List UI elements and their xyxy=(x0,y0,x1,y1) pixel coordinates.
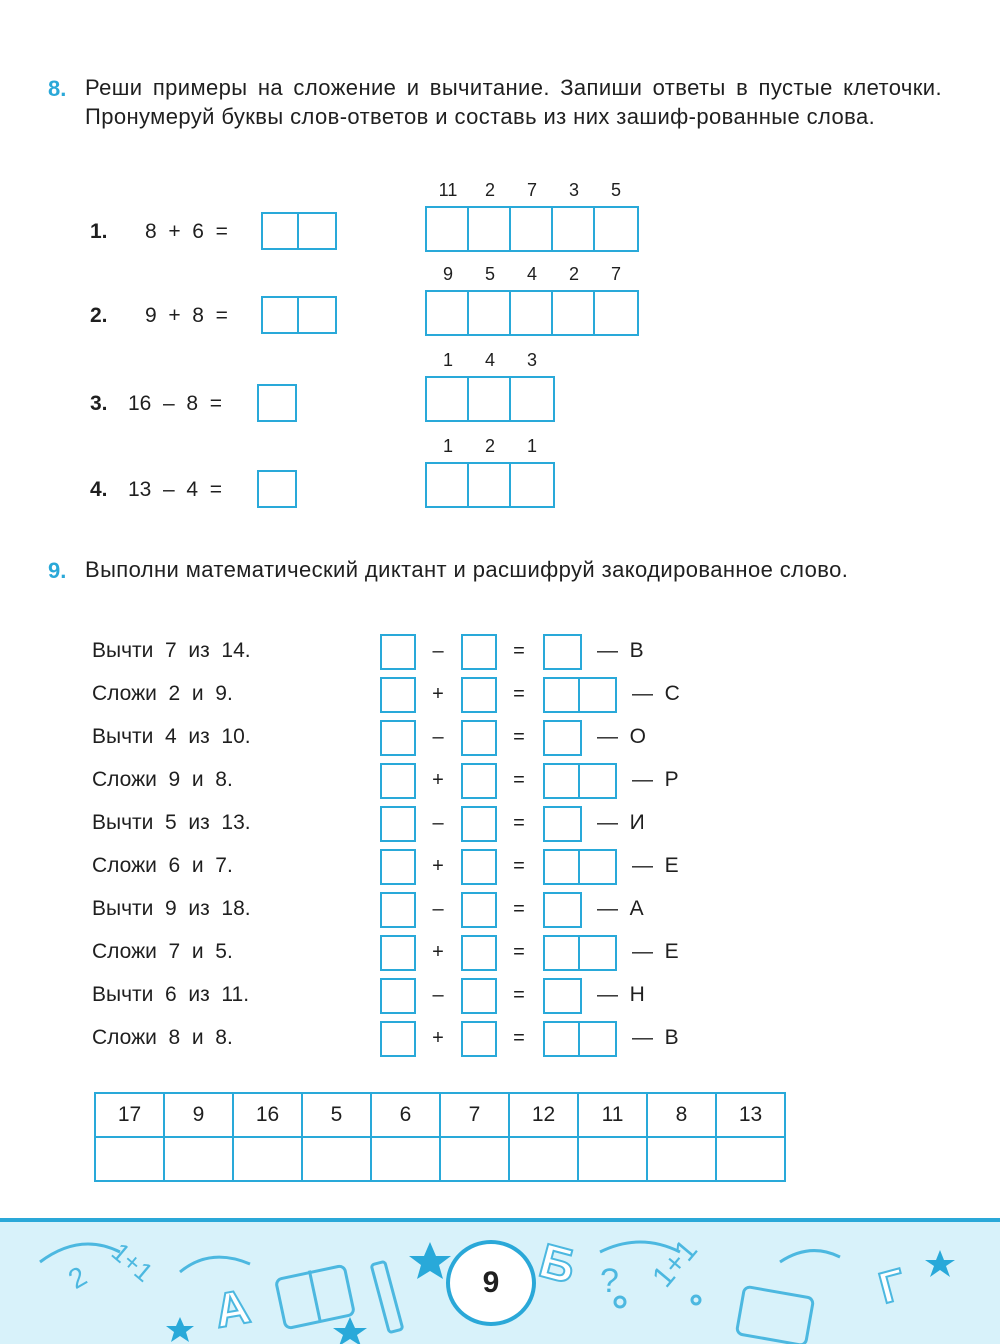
operator-sign: + xyxy=(432,769,444,791)
footer-doodle-g: Г xyxy=(873,1259,911,1314)
decode-number-cell: 13 xyxy=(716,1093,785,1137)
result-boxes[interactable] xyxy=(543,720,582,756)
word-letter-cell[interactable] xyxy=(469,378,511,420)
example-1-expression: 8 + 6 = xyxy=(145,220,228,243)
word-letter-cell[interactable] xyxy=(427,378,469,420)
decode-number-cell: 16 xyxy=(233,1093,302,1137)
result-cell[interactable] xyxy=(545,722,580,754)
result-boxes[interactable] xyxy=(543,849,617,885)
result-cell[interactable] xyxy=(545,636,580,668)
operator-sign: – xyxy=(432,984,444,1006)
footer-doodle-plus-2: 1+1 xyxy=(646,1233,705,1294)
decode-number-cell: 11 xyxy=(578,1093,647,1137)
operand-2-box[interactable] xyxy=(461,935,497,971)
letter-order-number: 11 xyxy=(438,180,458,200)
code-letter: — Р xyxy=(632,768,679,791)
word-letter-cell[interactable] xyxy=(595,208,637,250)
decode-numbers-row xyxy=(95,1093,785,1137)
task-9-number: 9. xyxy=(48,558,67,583)
letter-order-number: 2 xyxy=(484,436,495,456)
answer-cell[interactable] xyxy=(299,214,335,248)
result-cell[interactable] xyxy=(545,765,580,797)
example-4-answer-boxes[interactable] xyxy=(257,470,297,508)
letter-order-number: 2 xyxy=(568,264,579,284)
letter-order-number: 2 xyxy=(484,180,495,200)
operand-1-box[interactable] xyxy=(380,763,416,799)
answer-cell[interactable] xyxy=(259,386,295,420)
letter-order-number: 4 xyxy=(526,264,537,284)
operator-sign: + xyxy=(432,1027,444,1049)
operand-1-box[interactable] xyxy=(380,935,416,971)
footer-doodle-a: А xyxy=(210,1280,255,1339)
decode-number-cell: 12 xyxy=(509,1093,578,1137)
decode-letter-cell[interactable] xyxy=(302,1137,371,1181)
dictation-instruction: Сложи 9 и 8. xyxy=(92,768,233,791)
letter-order-number: 9 xyxy=(442,264,453,284)
word-letter-cell[interactable] xyxy=(469,464,511,506)
equals-sign: = xyxy=(513,769,525,791)
result-boxes[interactable] xyxy=(543,1021,617,1057)
word-letter-cell[interactable] xyxy=(427,292,469,334)
operand-1-box[interactable] xyxy=(380,978,416,1014)
word-letter-cell[interactable] xyxy=(427,464,469,506)
code-letter: — Е xyxy=(632,854,679,877)
code-letter: — О xyxy=(597,725,647,748)
operand-2-box[interactable] xyxy=(461,806,497,842)
operator-sign: – xyxy=(432,812,444,834)
example-1-answer-boxes[interactable] xyxy=(261,212,337,250)
decode-letter-cell[interactable] xyxy=(440,1137,509,1181)
operand-2-box[interactable] xyxy=(461,978,497,1014)
dictation-instruction: Сложи 2 и 9. xyxy=(92,682,233,705)
decode-letter-cell[interactable] xyxy=(716,1137,785,1181)
operand-2-box[interactable] xyxy=(461,849,497,885)
result-boxes[interactable] xyxy=(543,634,582,670)
result-boxes[interactable] xyxy=(543,935,617,971)
answer-cell[interactable] xyxy=(263,214,299,248)
example-3-expression: 16 – 8 = xyxy=(128,392,222,415)
word-letter-cell[interactable] xyxy=(469,292,511,334)
dictation-instruction: Вычти 6 из 11. xyxy=(92,983,250,1006)
result-cell[interactable] xyxy=(545,851,580,883)
example-4-label: 4. xyxy=(90,478,108,501)
example-3-answer-boxes[interactable] xyxy=(257,384,297,422)
code-letter: — Н xyxy=(597,983,645,1006)
result-cell[interactable] xyxy=(580,851,615,883)
dictation-instruction: Сложи 8 и 8. xyxy=(92,1026,233,1049)
letter-order-number: 1 xyxy=(442,350,453,370)
example-4-expression: 13 – 4 = xyxy=(128,478,222,501)
word-letter-cell[interactable] xyxy=(511,208,553,250)
example-1-letter-order xyxy=(427,180,637,201)
operand-1-box[interactable] xyxy=(380,634,416,670)
dictation-instruction: Вычти 4 из 10. xyxy=(92,725,251,748)
footer-doodle-2: 2 xyxy=(63,1260,93,1295)
result-cell[interactable] xyxy=(580,679,615,711)
operand-2-box[interactable] xyxy=(461,763,497,799)
result-boxes[interactable] xyxy=(543,892,582,928)
example-2-label: 2. xyxy=(90,304,108,327)
equals-sign: = xyxy=(513,855,525,877)
decode-letter-cell[interactable] xyxy=(509,1137,578,1181)
operand-1-box[interactable] xyxy=(380,892,416,928)
word-letter-cell[interactable] xyxy=(595,292,637,334)
task-9-instructions: Выполни математический диктант и расшифруй закодированное слово. xyxy=(85,557,849,582)
operator-sign: – xyxy=(432,898,444,920)
decode-letter-cell[interactable] xyxy=(647,1137,716,1181)
result-boxes[interactable] xyxy=(543,763,617,799)
letter-order-number: 7 xyxy=(610,264,621,284)
equals-sign: = xyxy=(513,1027,525,1049)
decode-number-cell: 5 xyxy=(302,1093,371,1137)
decode-answers-row xyxy=(95,1137,785,1181)
operand-2-box[interactable] xyxy=(461,892,497,928)
letter-order-number: 5 xyxy=(610,180,621,200)
answer-cell[interactable] xyxy=(263,298,299,332)
equals-sign: = xyxy=(513,812,525,834)
operator-sign: + xyxy=(432,855,444,877)
dictation-instruction: Вычти 7 из 14. xyxy=(92,639,251,662)
operator-sign: + xyxy=(432,941,444,963)
letter-order-number: 1 xyxy=(442,436,453,456)
word-letter-cell[interactable] xyxy=(553,208,595,250)
result-cell[interactable] xyxy=(545,1023,580,1055)
operand-1-box[interactable] xyxy=(380,677,416,713)
letter-order-number: 4 xyxy=(484,350,495,370)
task-8-instructions: Реши примеры на сложение и вычитание. Запиши ответы в пустые клеточки. Пронумеруй буквы слов-ответов и составь из них зашиф-рованные слова. xyxy=(85,75,942,129)
result-cell[interactable] xyxy=(580,937,615,969)
operand-1-box[interactable] xyxy=(380,849,416,885)
example-2-word-cells[interactable] xyxy=(425,290,639,336)
footer-doodle-plus-1: 1+1 xyxy=(105,1236,159,1288)
operand-2-box[interactable] xyxy=(461,634,497,670)
operand-1-box[interactable] xyxy=(380,806,416,842)
answer-cell[interactable] xyxy=(299,298,335,332)
operand-2-box[interactable] xyxy=(461,720,497,756)
operator-sign: – xyxy=(432,726,444,748)
code-letter: — В xyxy=(632,1026,679,1049)
decode-number-cell: 9 xyxy=(164,1093,233,1137)
letter-order-number: 1 xyxy=(526,436,537,456)
result-cell[interactable] xyxy=(545,808,580,840)
code-letter: — С xyxy=(632,682,680,705)
decode-number-cell: 8 xyxy=(647,1093,716,1137)
decode-number-cell: 17 xyxy=(95,1093,164,1137)
code-letter: — И xyxy=(597,811,645,834)
result-cell[interactable] xyxy=(580,765,615,797)
result-boxes[interactable] xyxy=(543,806,582,842)
decode-letter-cell[interactable] xyxy=(371,1137,440,1181)
decode-letter-cell[interactable] xyxy=(95,1137,164,1181)
word-letter-cell[interactable] xyxy=(553,292,595,334)
result-cell[interactable] xyxy=(545,679,580,711)
example-3-word-cells[interactable] xyxy=(425,376,555,422)
decode-letter-cell[interactable] xyxy=(233,1137,302,1181)
equals-sign: = xyxy=(513,726,525,748)
equals-sign: = xyxy=(513,941,525,963)
decode-number-cell: 6 xyxy=(371,1093,440,1137)
footer-doodle-question: ? xyxy=(600,1262,619,1300)
result-cell[interactable] xyxy=(545,980,580,1012)
result-boxes[interactable] xyxy=(543,677,617,713)
operator-sign: – xyxy=(432,640,444,662)
example-2-expression: 9 + 8 = xyxy=(145,304,228,327)
dictation-instruction: Вычти 9 из 18. xyxy=(92,897,251,920)
operand-2-box[interactable] xyxy=(461,677,497,713)
dictation-instruction: Сложи 6 и 7. xyxy=(92,854,233,877)
page-number: 9 xyxy=(446,1240,536,1326)
example-1-word-cells[interactable] xyxy=(425,206,639,252)
result-cell[interactable] xyxy=(580,1023,615,1055)
code-letter: — В xyxy=(597,639,644,662)
decode-table xyxy=(94,1092,786,1182)
equals-sign: = xyxy=(513,640,525,662)
letter-order-number: 5 xyxy=(484,264,495,284)
example-2-letter-order xyxy=(427,264,637,285)
letter-order-number: 3 xyxy=(526,350,537,370)
operand-1-box[interactable] xyxy=(380,1021,416,1057)
word-letter-cell[interactable] xyxy=(427,208,469,250)
equals-sign: = xyxy=(513,984,525,1006)
word-letter-cell[interactable] xyxy=(511,464,553,506)
example-3-letter-order xyxy=(427,350,553,371)
equals-sign: = xyxy=(513,683,525,705)
equals-sign: = xyxy=(513,898,525,920)
decode-number-cell: 7 xyxy=(440,1093,509,1137)
letter-order-number: 3 xyxy=(568,180,579,200)
decode-letter-cell[interactable] xyxy=(578,1137,647,1181)
example-1-label: 1. xyxy=(90,220,108,243)
dictation-instruction: Вычти 5 из 13. xyxy=(92,811,251,834)
answer-cell[interactable] xyxy=(259,472,295,506)
operator-sign: + xyxy=(432,683,444,705)
result-cell[interactable] xyxy=(545,937,580,969)
letter-order-number: 7 xyxy=(526,180,537,200)
dictation-instruction: Сложи 7 и 5. xyxy=(92,940,233,963)
footer-doodle-b: Б xyxy=(533,1234,581,1295)
result-boxes[interactable] xyxy=(543,978,582,1014)
decode-letter-cell[interactable] xyxy=(164,1137,233,1181)
word-letter-cell[interactable] xyxy=(511,292,553,334)
word-letter-cell[interactable] xyxy=(469,208,511,250)
code-letter: — Е xyxy=(632,940,679,963)
operand-2-box[interactable] xyxy=(461,1021,497,1057)
result-cell[interactable] xyxy=(545,894,580,926)
task-8-number: 8. xyxy=(48,76,67,101)
example-2-answer-boxes[interactable] xyxy=(261,296,337,334)
code-letter: — А xyxy=(597,897,644,920)
example-3-label: 3. xyxy=(90,392,108,415)
example-4-letter-order xyxy=(427,436,553,457)
word-letter-cell[interactable] xyxy=(511,378,553,420)
operand-1-box[interactable] xyxy=(380,720,416,756)
example-4-word-cells[interactable] xyxy=(425,462,555,508)
